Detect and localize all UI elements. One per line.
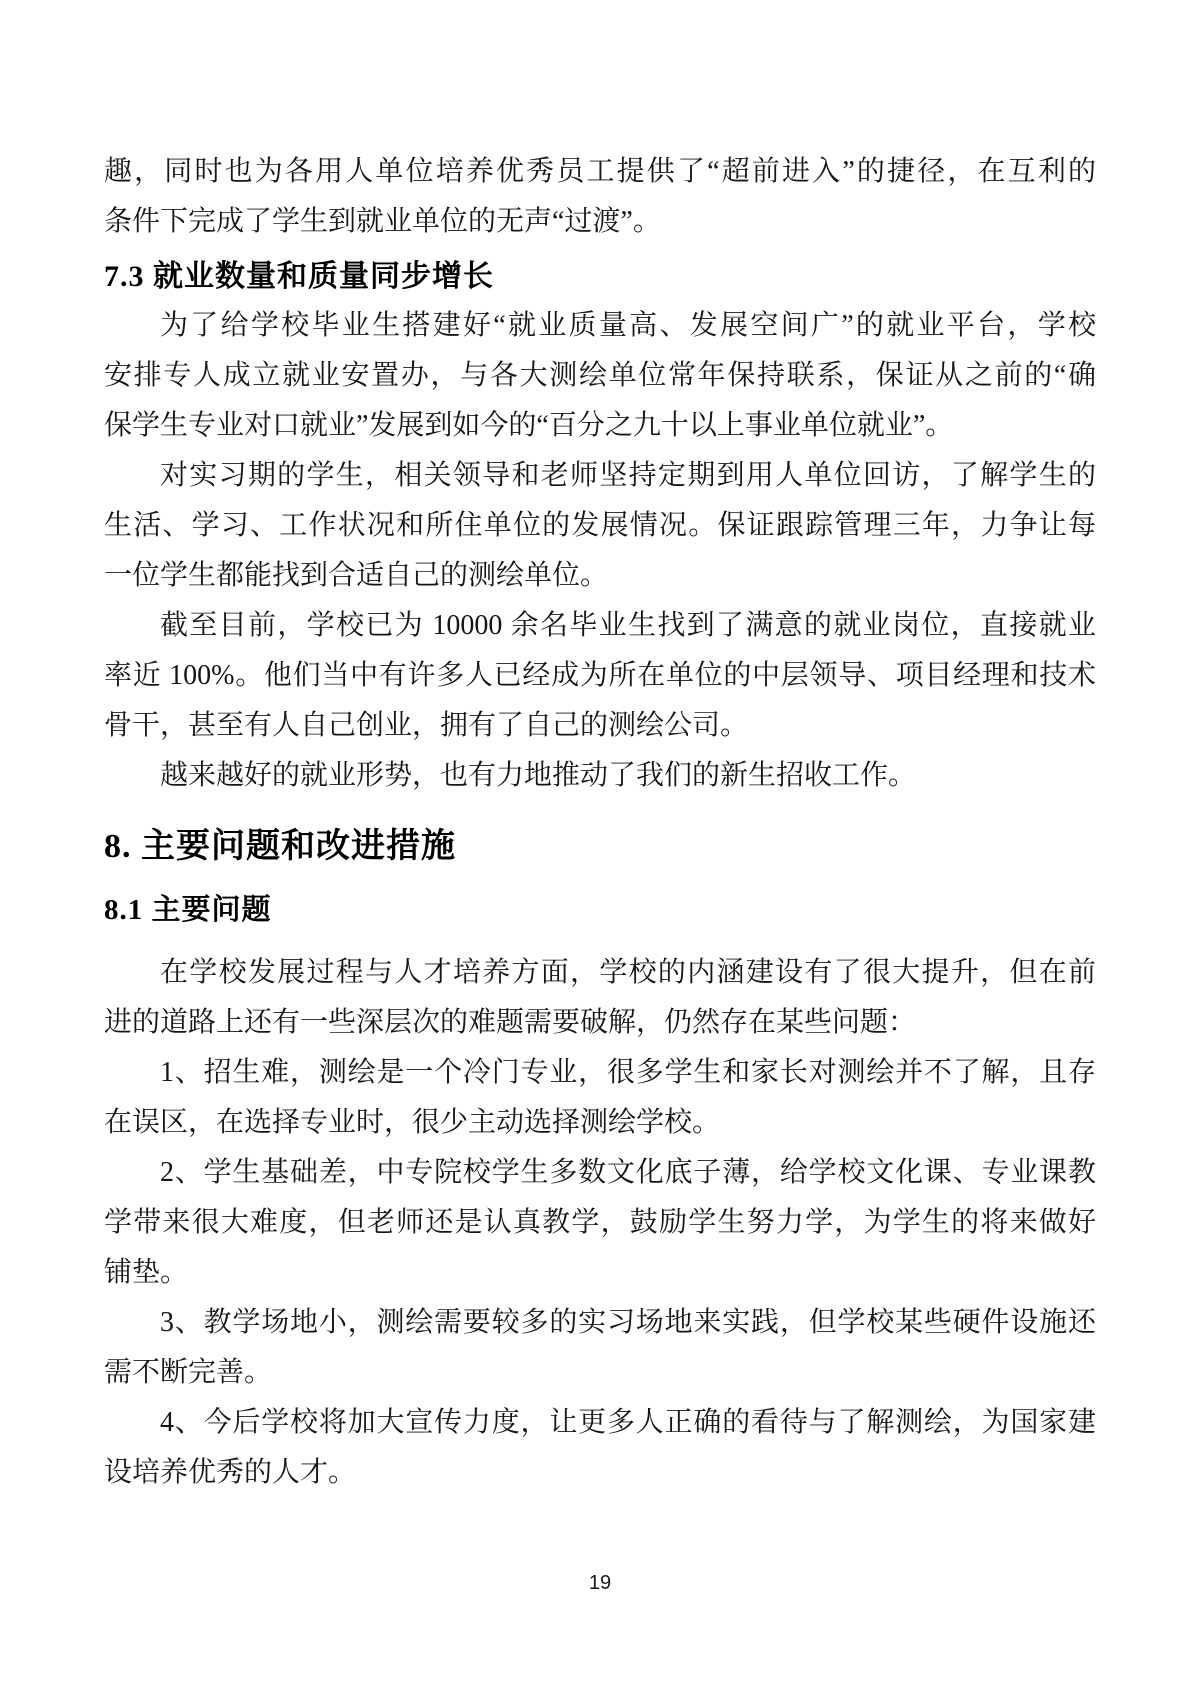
text-line: 需不断完善。 — [104, 1357, 273, 1388]
body-paragraph — [104, 751, 1096, 801]
body-paragraph — [104, 451, 1096, 601]
text-line: 保学生专业对口就业”发展到如今的“百分之九十以上事业单位就业”。 — [104, 410, 954, 441]
text-line: 在误区，在选择专业时，很少主动选择测绘学校。 — [104, 1107, 721, 1138]
document-content — [104, 147, 1096, 1498]
text-line: 2、学生基础差，中专院校学生多数文化底子薄，给学校文化课、专业课教 — [160, 1157, 1096, 1188]
body-paragraph — [104, 1398, 1096, 1498]
text-line: 越来越好的就业形势，也有力地推动了我们的新生招收工作。 — [160, 760, 917, 791]
text-line: 为了给学校毕业生搭建好“就业质量高、发展空间广”的就业平台，学校 — [160, 310, 1096, 341]
text-line: 趣，同时也为各用人单位培养优秀员工提供了“超前进入”的捷径，在互利的 — [104, 156, 1096, 187]
chapter-heading: 8. 主要问题和改进措施 — [104, 828, 456, 865]
text-line: 骨干，甚至有人自己创业，拥有了自己的测绘公司。 — [104, 710, 749, 741]
text-line: 率近 100%。他们当中有许多人已经成为所在单位的中层领导、项目经理和技术 — [104, 660, 1096, 691]
body-paragraph — [104, 1298, 1096, 1398]
body-paragraph — [104, 1048, 1096, 1148]
text-line: 3、教学场地小，测绘需要较多的实习场地来实践，但学校某些硬件设施还 — [160, 1307, 1096, 1338]
body-paragraph — [104, 601, 1096, 751]
text-line: 进的道路上还有一些深层次的难题需要破解，仍然存在某些问题： — [104, 1007, 917, 1038]
body-paragraph — [104, 948, 1096, 1048]
text-line: 4、今后学校将加大宣传力度，让更多人正确的看待与了解测绘，为国家建 — [160, 1407, 1096, 1438]
text-line: 一位学生都能找到合适自己的测绘单位。 — [104, 560, 609, 591]
text-line: 在学校发展过程与人才培养方面，学校的内涵建设有了很大提升，但在前 — [160, 957, 1096, 988]
body-paragraph — [104, 147, 1096, 247]
text-line: 铺垫。 — [104, 1257, 189, 1288]
text-line: 设培养优秀的人才。 — [104, 1457, 357, 1488]
section-heading: 7.3 就业数量和质量同步增长 — [104, 260, 494, 293]
text-line: 安排专人成立就业安置办，与各大测绘单位常年保持联系，保证从之前的“确 — [104, 360, 1096, 391]
text-line: 1、招生难，测绘是一个冷门专业，很多学生和家长对测绘并不了解，且存 — [160, 1057, 1096, 1088]
text-line: 对实习期的学生，相关领导和老师坚持定期到用人单位回访，了解学生的 — [160, 460, 1096, 491]
page-number: 19 — [588, 1572, 612, 1594]
text-line: 条件下完成了学生到就业单位的无声“过渡”。 — [104, 206, 661, 237]
subsection-heading: 8.1 主要问题 — [104, 894, 272, 926]
text-line: 截至目前，学校已为 10000 余名毕业生找到了满意的就业岗位，直接就业 — [160, 610, 1096, 641]
body-paragraph — [104, 301, 1096, 451]
text-line: 生活、学习、工作状况和所住单位的发展情况。保证跟踪管理三年，力争让每 — [104, 510, 1096, 541]
text-line: 学带来很大难度，但老师还是认真教学，鼓励学生努力学，为学生的将来做好 — [104, 1207, 1096, 1238]
body-paragraph — [104, 1148, 1096, 1298]
